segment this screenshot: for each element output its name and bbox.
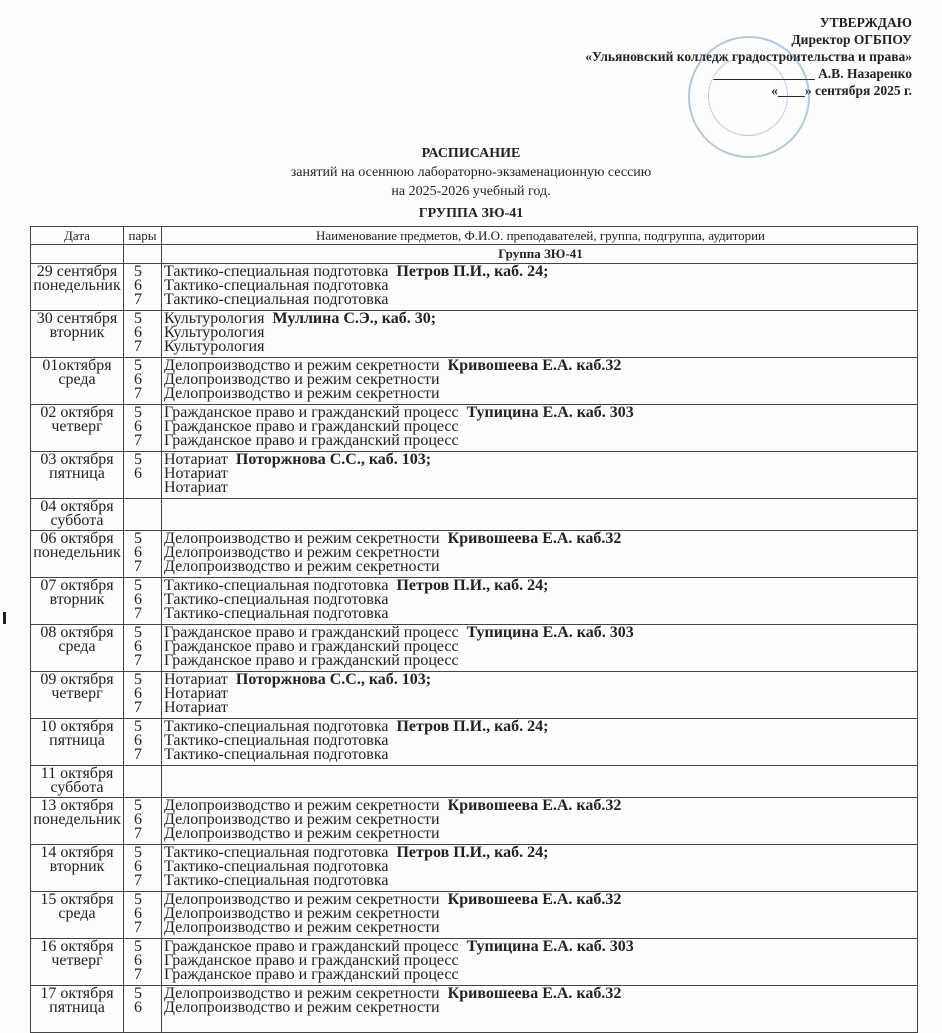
pair-number: 6 [134, 324, 142, 341]
teacher-room: Петров П.И., каб. 24; [396, 577, 549, 594]
row-subjects [162, 358, 917, 404]
table-row [31, 798, 917, 845]
row-subjects [162, 766, 917, 797]
row-date [31, 766, 124, 797]
pair-number: 5 [134, 310, 142, 327]
date-text: 04 октября [40, 498, 114, 515]
table-row [31, 672, 917, 719]
table-row [31, 845, 917, 892]
row-pairs [124, 358, 162, 404]
pair-number: 7 [134, 966, 142, 983]
teacher-room: Кривошеева Е.А. каб.32 [447, 357, 622, 374]
teacher-room: Кривошеева Е.А. каб.32 [447, 530, 622, 547]
row-pairs [124, 311, 162, 357]
subject-name: Делопроизводство и режим секретности [164, 919, 440, 936]
row-subjects [162, 625, 917, 671]
subject-name: Гражданское право и гражданский процесс [164, 624, 459, 641]
table-row [31, 578, 917, 625]
pair-number: 7 [134, 385, 142, 402]
pair-number: 5 [134, 357, 142, 374]
subject-name: Делопроизводство и режим секретности [164, 371, 440, 388]
teacher-room: Поторжнова С.С., каб. 103; [235, 671, 432, 688]
weekday-text: четверг [51, 952, 103, 969]
table-row [31, 986, 917, 1033]
subject-name: Гражданское право и гражданский процесс [164, 432, 459, 449]
pair-number: 7 [134, 432, 142, 449]
weekday-text: пятница [49, 999, 105, 1016]
pair-number: 7 [134, 558, 142, 575]
subject-name: Тактико-специальная подготовка [164, 844, 389, 861]
approval-organization: «Ульяновский колледж градостроительства и права» [585, 49, 912, 64]
pair-number: 7 [134, 652, 142, 669]
teacher-room: Кривошеева Е.А. каб.32 [447, 985, 622, 1002]
subject-name: Культурология [164, 338, 265, 355]
weekday-text: четверг [51, 685, 103, 702]
row-subjects [162, 499, 917, 530]
subject-name: Тактико-специальная подготовка [164, 858, 389, 875]
pair-number: 7 [134, 338, 142, 355]
row-pairs [124, 531, 162, 577]
row-subjects [162, 531, 917, 577]
date-text: 30 сентября [36, 310, 118, 327]
header-pairs: пары [124, 227, 162, 244]
row-pairs [124, 452, 162, 498]
row-subjects [162, 672, 917, 718]
table-row [31, 452, 917, 499]
row-subjects [162, 311, 917, 357]
weekday-text: вторник [49, 591, 105, 608]
pair-number: 7 [134, 699, 142, 716]
teacher-room: Муллина С.Э., каб. 30; [272, 310, 437, 327]
date-text: 17 октября [40, 985, 114, 1002]
subject-name: Делопроизводство и режим секретности [164, 385, 440, 402]
row-date [31, 845, 124, 891]
pair-number: 6 [134, 685, 142, 702]
approval-title: УТВЕРЖДАЮ [819, 15, 912, 30]
document-year: на 2025-2026 учебный год. [391, 184, 551, 199]
row-pairs [124, 264, 162, 310]
pair-number: 5 [134, 530, 142, 547]
teacher-room: Тупицина Е.А. каб. 303 [466, 938, 634, 955]
subject-name: Нотариат [164, 479, 228, 496]
pair-number: 5 [134, 263, 142, 280]
teacher-room: Петров П.И., каб. 24; [396, 844, 549, 861]
date-text: 14 октября [40, 844, 114, 861]
table-header-row [31, 227, 917, 245]
pair-number: 5 [134, 718, 142, 735]
pair-number: 7 [134, 919, 142, 936]
teacher-room: Поторжнова С.С., каб. 103; [235, 451, 432, 468]
table-row [31, 358, 917, 405]
pair-number: 7 [134, 825, 142, 842]
pair-number: 6 [134, 465, 142, 482]
weekday-text: вторник [49, 324, 105, 341]
scan-mark [3, 612, 6, 624]
approval-date: «____» сентября 2025 г. [771, 83, 912, 98]
row-subjects [162, 939, 917, 985]
subject-name: Делопроизводство и режим секретности [164, 797, 440, 814]
row-date [31, 672, 124, 718]
date-text: 08 октября [40, 624, 114, 641]
teacher-room: Тупицина Е.А. каб. 303 [466, 404, 634, 421]
row-date [31, 939, 124, 985]
pair-number: 7 [134, 746, 142, 763]
approval-position: Директор ОГБПОУ [791, 32, 912, 47]
weekday-text: пятница [49, 465, 105, 482]
date-text: 07 октября [40, 577, 114, 594]
weekday-text: четверг [51, 418, 103, 435]
subject-name: Делопроизводство и режим секретности [164, 999, 440, 1016]
teacher-room: Петров П.И., каб. 24; [396, 718, 549, 735]
pair-number: 6 [134, 905, 142, 922]
subject-name: Гражданское право и гражданский процесс [164, 652, 459, 669]
subject-name: Гражданское право и гражданский процесс [164, 938, 459, 955]
subject-name: Тактико-специальная подготовка [164, 872, 389, 889]
date-text: 13 октября [40, 797, 114, 814]
row-date [31, 986, 124, 1032]
row-subjects [162, 264, 917, 310]
teacher-room: Кривошеева Е.А. каб.32 [447, 797, 622, 814]
pair-number: 5 [134, 844, 142, 861]
date-text: 09 октября [40, 671, 114, 688]
approval-signature: _______________ А.В. Назаренко [713, 66, 912, 81]
pair-number: 6 [134, 638, 142, 655]
row-subjects [162, 798, 917, 844]
document-subtitle: занятий на осеннюю лабораторно-экзаменационную сессию [290, 165, 652, 180]
row-date [31, 264, 124, 310]
subject-name: Нотариат [164, 465, 228, 482]
pair-number: 6 [134, 732, 142, 749]
weekday-text: понедельник [33, 811, 121, 828]
row-date [31, 719, 124, 765]
date-text: 06 октября [40, 530, 114, 547]
subject-name: Тактико-специальная подготовка [164, 291, 389, 308]
subject-name: Гражданское право и гражданский процесс [164, 952, 459, 969]
table-row [31, 719, 917, 766]
pair-number: 7 [134, 605, 142, 622]
pair-number: 6 [134, 952, 142, 969]
row-subjects [162, 719, 917, 765]
weekday-text: пятница [49, 732, 105, 749]
pair-number: 5 [134, 671, 142, 688]
document-group: ГРУППА ЗЮ-41 [418, 206, 524, 221]
date-text: 16 октября [40, 938, 114, 955]
header-date: Дата [31, 227, 124, 244]
row-pairs [124, 672, 162, 718]
subject-name: Нотариат [164, 671, 228, 688]
group-row [31, 245, 917, 264]
subject-name: Делопроизводство и режим секретности [164, 357, 440, 374]
table-row [31, 311, 917, 358]
pair-number: 6 [134, 371, 142, 388]
subject-name: Делопроизводство и режим секретности [164, 811, 440, 828]
pair-number: 6 [134, 858, 142, 875]
table-row [31, 264, 917, 311]
subject-name: Нотариат [164, 699, 228, 716]
weekday-text: суббота [50, 512, 104, 529]
row-pairs [124, 892, 162, 938]
subject-name: Тактико-специальная подготовка [164, 746, 389, 763]
teacher-room: Петров П.И., каб. 24; [396, 263, 549, 280]
row-pairs [124, 578, 162, 624]
table-row [31, 892, 917, 939]
pair-number: 5 [134, 451, 142, 468]
date-text: 03 октября [40, 451, 114, 468]
row-date [31, 452, 124, 498]
row-subjects [162, 845, 917, 891]
subject-name: Делопроизводство и режим секретности [164, 558, 440, 575]
subject-name: Тактико-специальная подготовка [164, 718, 389, 735]
date-text: 15 октября [40, 891, 114, 908]
row-subjects [162, 405, 917, 451]
pair-number: 6 [134, 999, 142, 1016]
subject-name: Гражданское право и гражданский процесс [164, 638, 459, 655]
subject-name: Тактико-специальная подготовка [164, 732, 389, 749]
pair-number: 6 [134, 811, 142, 828]
weekday-text: среда [58, 371, 96, 388]
pair-number: 5 [134, 624, 142, 641]
subject-name: Гражданское право и гражданский процесс [164, 966, 459, 983]
subject-name: Делопроизводство и режим секретности [164, 544, 440, 561]
subject-name: Культурология [164, 310, 265, 327]
pair-number: 5 [134, 404, 142, 421]
row-date [31, 625, 124, 671]
row-subjects [162, 892, 917, 938]
pair-number: 6 [134, 277, 142, 294]
subject-name: Тактико-специальная подготовка [164, 577, 389, 594]
subject-name: Гражданское право и гражданский процесс [164, 418, 459, 435]
weekday-text: среда [58, 638, 96, 655]
row-pairs [124, 939, 162, 985]
pair-number: 7 [134, 872, 142, 889]
pair-number: 5 [134, 938, 142, 955]
row-pairs [124, 625, 162, 671]
date-text: 02 октября [40, 404, 114, 421]
row-subjects [162, 452, 917, 498]
schedule-table [30, 226, 918, 1033]
pair-number: 5 [134, 577, 142, 594]
row-pairs [124, 766, 162, 797]
weekday-text: суббота [50, 779, 104, 796]
pair-number: 7 [134, 291, 142, 308]
subject-name: Нотариат [164, 685, 228, 702]
row-date [31, 578, 124, 624]
weekday-text: вторник [49, 858, 105, 875]
pair-number: 5 [134, 985, 142, 1002]
table-row [31, 939, 917, 986]
row-subjects [162, 986, 917, 1032]
date-text: 01октября [42, 357, 112, 374]
row-pairs [124, 845, 162, 891]
subject-name: Тактико-специальная подготовка [164, 591, 389, 608]
row-date [31, 311, 124, 357]
weekday-text: понедельник [33, 277, 121, 294]
row-pairs [124, 986, 162, 1032]
table-row [31, 499, 917, 531]
subject-name: Делопроизводство и режим секретности [164, 825, 440, 842]
row-date [31, 798, 124, 844]
subject-name: Тактико-специальная подготовка [164, 605, 389, 622]
row-date [31, 405, 124, 451]
row-pairs [124, 405, 162, 451]
date-text: 10 октября [40, 718, 114, 735]
pair-number: 5 [134, 891, 142, 908]
pair-number: 5 [134, 797, 142, 814]
teacher-room: Тупицина Е.А. каб. 303 [466, 624, 634, 641]
subject-name: Культурология [164, 324, 265, 341]
row-date [31, 358, 124, 404]
subject-name: Нотариат [164, 451, 228, 468]
table-row [31, 625, 917, 672]
row-pairs [124, 719, 162, 765]
header-subject: Наименование предметов, Ф.И.О. преподавателей, группа, подгруппа, аудитории [315, 228, 766, 243]
row-pairs [124, 798, 162, 844]
pair-number: 6 [134, 418, 142, 435]
table-row [31, 531, 917, 578]
row-pairs [124, 499, 162, 530]
weekday-text: понедельник [33, 544, 121, 561]
subject-name: Тактико-специальная подготовка [164, 263, 389, 280]
date-text: 11 октября [40, 765, 114, 782]
subject-name: Делопроизводство и режим секретности [164, 530, 440, 547]
subject-name: Делопроизводство и режим секретности [164, 985, 440, 1002]
group-row-label: Группа ЗЮ-41 [498, 246, 583, 261]
seal-stamp [688, 36, 810, 158]
subject-name: Тактико-специальная подготовка [164, 277, 389, 294]
document-title: РАСПИСАНИЕ [421, 146, 521, 161]
row-subjects [162, 578, 917, 624]
pair-number: 6 [134, 591, 142, 608]
weekday-text: среда [58, 905, 96, 922]
row-date [31, 499, 124, 530]
row-date [31, 892, 124, 938]
subject-name: Гражданское право и гражданский процесс [164, 404, 459, 421]
date-text: 29 сентября [36, 263, 118, 280]
subject-name: Делопроизводство и режим секретности [164, 905, 440, 922]
subject-name: Делопроизводство и режим секретности [164, 891, 440, 908]
teacher-room: Кривошеева Е.А. каб.32 [447, 891, 622, 908]
row-date [31, 531, 124, 577]
table-row [31, 766, 917, 798]
pair-number: 6 [134, 544, 142, 561]
table-row [31, 405, 917, 452]
